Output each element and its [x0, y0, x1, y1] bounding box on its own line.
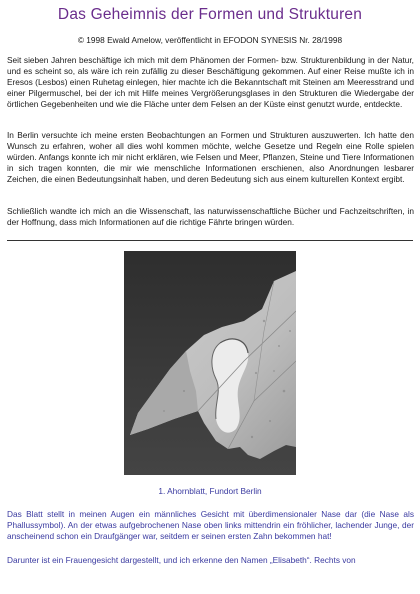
- page-title: Das Geheimnis der Formen und Strukturen: [57, 6, 363, 23]
- section-divider: [7, 240, 413, 241]
- paragraph-1: Seit sieben Jahren beschäftige ich mich mit dem Phänomen der Formen- bzw. Strukturenbildung in der Natur, und es scheint so, als wäre ich rein zufällig zu dieser Beschäftigung gekommen. Auf einer Reise mußte ich in Eresos (Lesbos) einen Ruhetag einlegen, hier machte ich die Bekanntschaft mit Steinen am Meeresstrand und einer Pilgermuschel, bei der ich mit Hilfe meines Vergrößerungsglases in den Strukturen die Wiedergabe der örtlichen Gegebenheiten und wie die Fläche unter dem Felsen an der Küste einst genutzt wurde, entdeckte.: [7, 55, 414, 110]
- paragraph-2: In Berlin versuchte ich meine ersten Beobachtungen an Formen und Strukturen auszuwerten. Ich hatte den Wunsch zu erfahren, woher all dies wohl kommen möchte, welche Gesetze und Regeln eine Rolle spielen würden. Anfangs konnte ich mir nicht erklären, wie Felsen und Meer, Pflanzen, Steine und Tiere Informationen in sich tragen konnten, die mir wie menschliche Informationen erschienen, also Anordnungen lesbarer Zeichen, die einen Bedeutungsinhalt haben, und deren Bedeutung sich aus einem kulturellen Kontext ergibt.: [7, 130, 414, 185]
- figure-caption: 1. Ahornblatt, Fundort Berlin: [158, 486, 262, 496]
- maple-leaf-photo: [124, 251, 296, 475]
- paragraph-3: Schließlich wandte ich mich an die Wissenschaft, las naturwissenschaftliche Bücher und Fachzeitschriften, in der Hoffnung, dass mich Informationen auf die richtige Fährte bringen würden.: [7, 206, 414, 228]
- blue-paragraph-1: Das Blatt stellt in meinen Augen ein männliches Gesicht mit überdimensionaler Nase dar (die Nase als Phallussymbol). An der etwas aufgebrochenen Nase oben links mittendrin ein fröhlicher, lachender Junge, der anscheinend schon ein Draufgänger war, seitdem er seinen ersten Zahn bekommen hat!: [7, 509, 414, 542]
- copyright-line: © 1998 Ewald Amelow, veröffentlicht in EFODON SYNESIS Nr. 28/1998: [77, 35, 343, 45]
- blue-paragraph-2: Darunter ist ein Frauengesicht dargestellt, und ich erkenne den Namen „Elisabeth“. Rechts von: [7, 555, 356, 565]
